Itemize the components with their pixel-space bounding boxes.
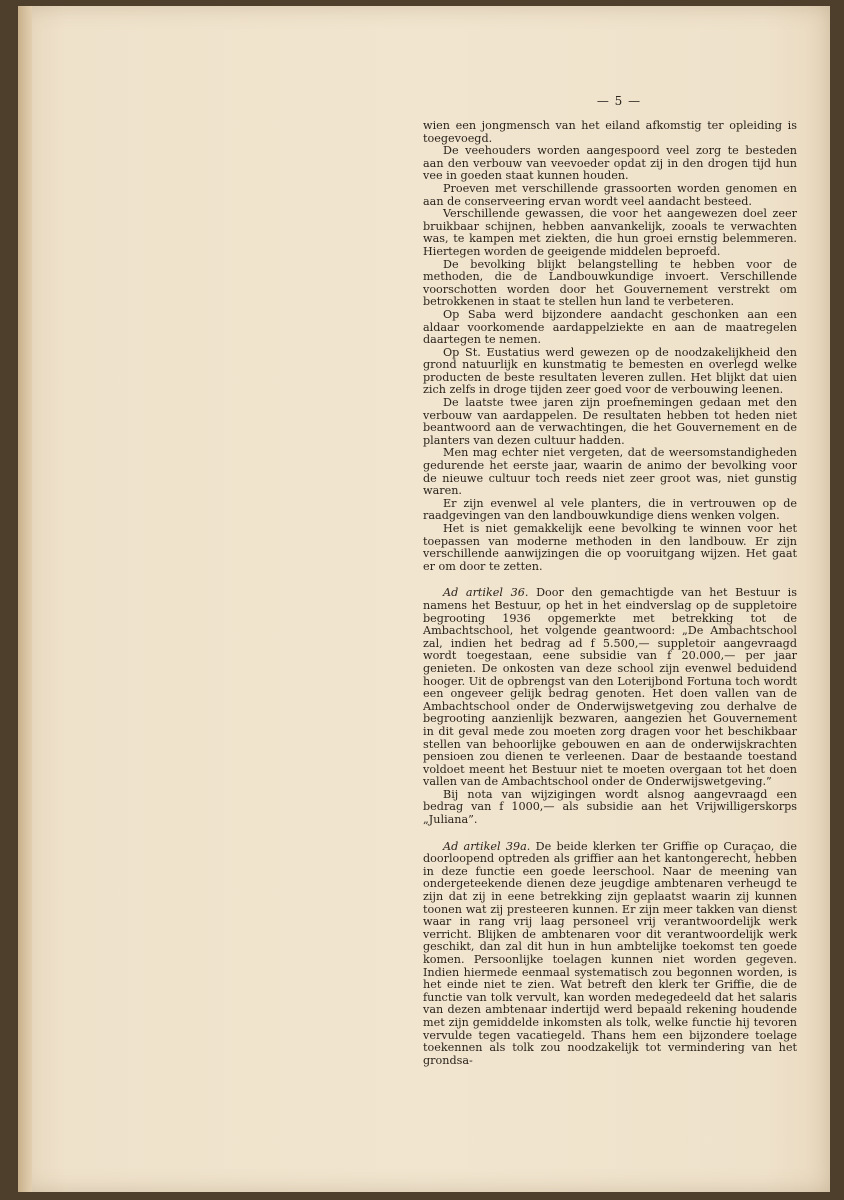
body-text-column <box>423 120 797 1067</box>
paragraph <box>423 183 797 208</box>
paragraph <box>423 447 797 497</box>
paragraph-text: Het is niet gemakkelijk eene bevolking te winnen voor het toepassen van moderne methoden in den landbouw. Er zijn verschillende aanwijzingen die op vooruitgang wijzen. Het gaat er om door te zetten. <box>423 522 797 573</box>
paragraph-text: Men mag echter niet vergeten, dat de weersomstandigheden gedurende het eerste jaar, waarin de animo der bevolking voor de nieuwe cultuur toch reeds niet zeer groot was, niet gunstig waren. <box>423 446 797 498</box>
document-page <box>18 6 830 1192</box>
page-number: — 5 — <box>596 94 642 108</box>
paragraph <box>423 309 797 347</box>
paragraph-text: De laatste twee jaren zijn proefnemingen gedaan met den verbouw van aardappelen. De resultaten hebben tot heden niet beantwoord aan de verwachtingen, die het Gouvernement en de planters van dezen cultuur hadden. <box>423 396 797 447</box>
paragraph-article-36 <box>423 587 797 789</box>
paragraph-text: Verschillende gewassen, die voor het aangewezen doel zeer bruikbaar schijnen, hebben aanvankelijk, zooals te verwachten was, te kampen met ziekten, die hun groei ernstig belemmeren. Hiertegen worden de geeigende middelen beproefd. <box>423 207 797 258</box>
paragraph-text: wien een jongmensch van het eiland afkomstig ter opleiding is toegevoegd. <box>423 119 797 145</box>
paragraph <box>423 208 797 258</box>
paragraph <box>423 397 797 447</box>
paragraph-text: De bevolking blijkt belangstelling te hebben voor de methoden, die de Landbouwkundige invoert. Verschillende voorschotten worden door het Gouvernement verstrekt om betrokkenen in staat te stellen hun land te verbeteren. <box>423 257 797 309</box>
paragraph-text: Op St. Eustatius werd gewezen op de noodzakelijkheid den grond natuurlijk en kunstmatig te bemesten en overlegd welke producten de beste resultaten leveren zullen. Het blijkt dat uien zich zelfs in droge tijden zeer goed voor de verbouwing leenen. <box>423 345 797 397</box>
paragraph <box>423 120 797 145</box>
paragraph-text: Proeven met verschillende grassoorten worden genomen en aan de conserveering ervan wordt veel aandacht besteed. <box>423 181 797 208</box>
paragraph-text: Bij nota van wijzigingen wordt alsnog aangevraagd een bedrag van f 1000,— als subsidie aan het Vrijwilligerskorps „Juliana”. <box>423 787 797 827</box>
paragraph-article-39a <box>423 841 797 1068</box>
article-heading: Ad artikel 36. <box>443 586 529 600</box>
paragraph <box>423 347 797 397</box>
paragraph-text: Op Saba werd bijzondere aandacht geschonken aan een aldaar voorkomende aardappelziekte en aan de maatregelen daartegen te nemen. <box>423 307 797 347</box>
paragraph-text: Er zijn evenwel al vele planters, die in vertrouwen op de raadgevingen van den landbouwkundige diens wenken volgen. <box>423 496 797 523</box>
paragraph-text: Door den gemachtigde van het Bestuur is namens het Bestuur, op het in het eindverslag op de suppletoire begrooting 1936 opgemerkte met betrekking tot de Ambachtschool, het volgende geantwoord: „De Ambachtschool zal, indien het bedrag ad f 5.500,— suppletoir aangevraagd wordt toegestaan, eene subsidie van f 20.000,— per jaar genieten. De onkosten van deze school zijn evenwel beduidend hooger. Uit de opbrengst van den Loterijbond Fortuna toch wordt een ongeveer gelijk bedrag genoten. Het doen vallen van de Ambachtschool onder de Onderwijswetgeving zou derhalve de begrooting aanzienlijk bezwaren, aangezien het Gouvernement in dit geval mede zou moeten zorg dragen voor het beschikbaar stellen van behoorlijke gebouwen en aan de onderwijskrachten pensioen zou dienen te verleenen. Daar de bestaande toestand voldoet meent het Bestuur niet te moeten overgaan tot het doen vallen van de Ambachtschool onder de Onderwijswetgeving.” <box>423 586 797 789</box>
paragraph-text: De beide klerken ter Griffie op Curaçao, die doorloopend optreden als griffier aan het kantongerecht, hebben in deze functie een goede leerschool. Naar de meening van ondergeteekende dienen deze jeugdige ambtenaren verheugd te zijn dat zij in eene betrekking zijn geplaatst waarin zij kunnen toonen wat zij presteeren kunnen. Er zijn meer takken van dienst waar in rang vrij laag personeel vrij verantwoordelijk werk verricht. Blijken de ambtenaren voor dit verantwoordelijk werk geschikt, dan zal dit hun in hun ambtelijke toekomst ten goede komen. Persoonlijke toelagen kunnen niet worden gegeven. Indien hiermede eenmaal systematisch zou begonnen worden, is het einde niet te zien. Wat betreft den klerk ter Griffie, die de functie van tolk vervult, kan worden medegedeeld dat het salaris van dezen ambtenaar indertijd werd bepaald rekening houdende met zijn gemiddelde inkomsten als tolk, welke functie hij tevoren vervulde tegen vacatiegeld. Thans hem een bijzondere toelage toekennen als tolk zou noodzakelijk tot vermindering van het grondsa- <box>423 839 797 1067</box>
paragraph <box>423 498 797 523</box>
paragraph <box>423 789 797 827</box>
paragraph <box>423 523 797 573</box>
article-heading: Ad artikel 39a. <box>443 839 531 853</box>
paragraph <box>423 145 797 183</box>
paragraph-text: De veehouders worden aangespoord veel zorg te besteden aan den verbouw van veevoeder opdat zij in den drogen tijd hun vee in goeden staat kunnen houden. <box>423 144 797 183</box>
page-binding-edge <box>18 6 32 1192</box>
paragraph <box>423 259 797 309</box>
